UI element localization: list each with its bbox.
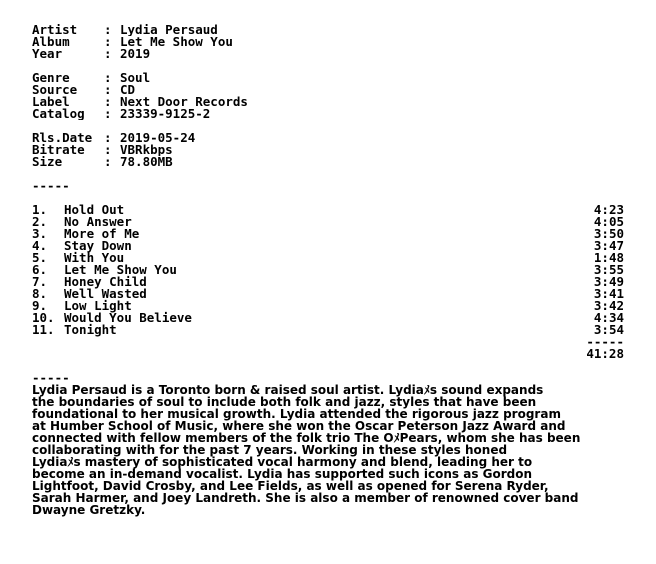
meta-catalog: Catalog : 23339-9125-2 [32,108,211,120]
meta-label: Label : Next Door Records [32,96,248,108]
track-row: 2. No Answer 4:05 [32,214,624,229]
track-row: 8. Well Wasted 3:41 [32,286,624,301]
track-row: 10. Would You Believe 4:34 [32,310,624,325]
artist-biography [32,384,648,516]
section-divider: ----- [32,180,70,192]
bio-line: become an in-demand vocalist. Lydia has supported such icons as Gordon [32,467,533,481]
meta-genre: Genre : Soul [32,72,151,84]
spacer [32,120,632,132]
track-row: 4. Stay Down 3:47 [32,238,624,253]
meta-artist: Artist : Lydia Persaud [32,24,218,36]
meta-bitrate: Bitrate : VBRkbps [32,144,173,156]
spacer [32,168,632,180]
spacer [32,360,632,372]
track-row: 9. Low Light 3:42 [32,298,624,313]
bio-line: collaborating with for the past 7 years. Working in these styles honed [32,443,508,457]
meta-year: Year : 2019 [32,48,151,60]
track-row: 11. Tonight 3:54 [32,322,624,337]
bio-line: Lydia Persaud is a Toronto born & raised soul artist. Lydiaﾒs sound expands [32,383,544,397]
meta-release-date: Rls.Date : 2019-05-24 [32,132,196,144]
track-list [32,204,632,336]
bio-line: connected with fellow members of the folk trio The OﾒPears, whom she has been [32,431,581,445]
track-row: 7. Honey Child 3:49 [32,274,624,289]
bio-line: foundational to her musical growth. Lydia attended the rigorous jazz program [32,407,561,421]
total-divider: ----- [586,334,624,349]
section-divider: ----- [32,372,70,384]
release-info-document [32,24,632,384]
meta-size: Size : 78.80MB [32,156,173,168]
bio-line: Lightfoot, David Crosby, and Lee Fields, as well as opened for Serena Ryder, [32,479,549,493]
bio-line: at Humber School of Music, where she won the Oscar Peterson Jazz Award and [32,419,566,433]
bio-line: Dwayne Gretzky. [32,503,146,517]
track-row: 3. More of Me 3:50 [32,226,624,241]
track-row: 1. Hold Out 4:23 [32,202,624,217]
track-row: 6. Let Me Show You 3:55 [32,262,624,277]
spacer [32,60,632,72]
bio-line: the boundaries of soul to include both folk and jazz, styles that have been [32,395,537,409]
total-duration: 41:28 [586,346,624,361]
track-row: 5. With You 1:48 [32,250,624,265]
meta-album: Album : Let Me Show You [32,36,233,48]
meta-source: Source : CD [32,84,136,96]
bio-line: Lydiaﾒs mastery of sophisticated vocal harmony and blend, leading her to [32,455,533,469]
bio-line: Sarah Harmer, and Joey Landreth. She is also a member of renowned cover band [32,491,579,505]
